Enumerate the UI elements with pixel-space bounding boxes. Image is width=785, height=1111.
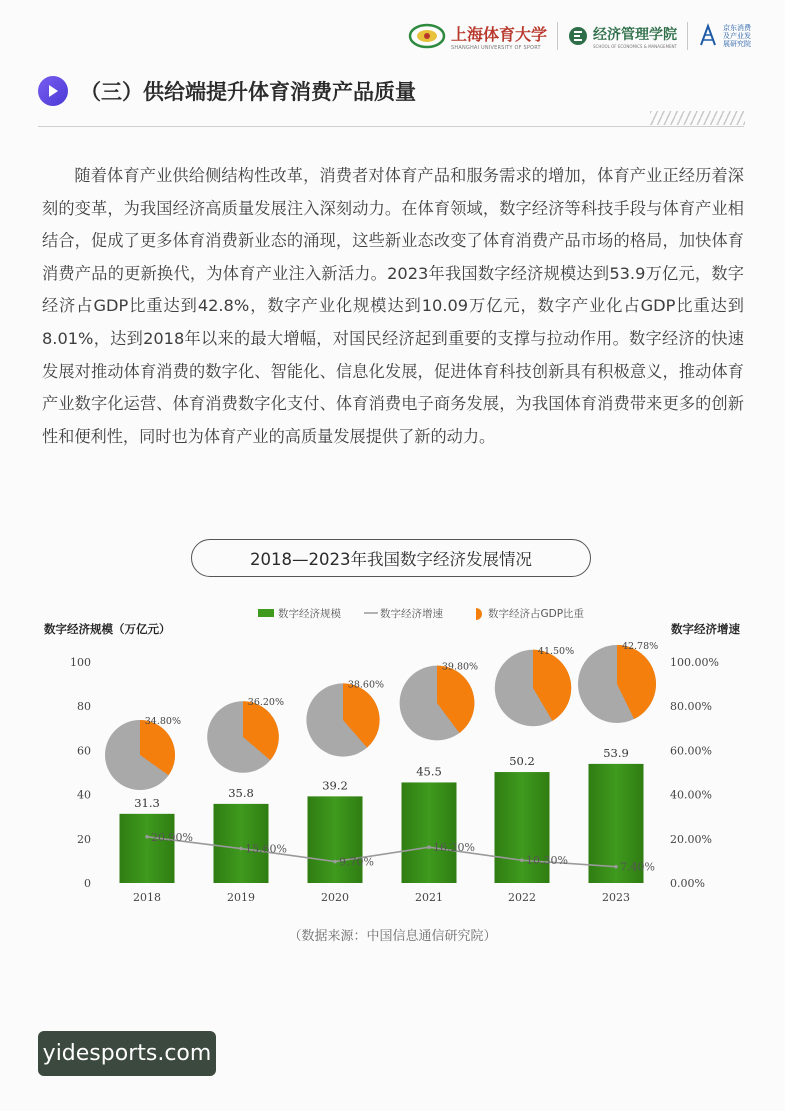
growth-value-label: 16.20% [433,841,475,855]
right-tick-label: 60.00% [670,744,712,758]
logo1-name: 上海体育大学 [450,24,547,44]
pie-share-label: 36.20% [247,697,285,709]
bar-value-label: 35.8 [228,785,254,800]
shanghai-sport-university-logo [408,22,547,51]
pie-share-label: 38.60% [347,679,385,691]
bar-value-label: 45.5 [416,764,442,779]
data-source: （数据来源：中国信息通信研究院） [288,929,497,944]
right-tick-label: 40.00% [670,788,712,802]
legend-label-pie: 数字经济占GDP比重 [488,608,585,620]
growth-point-2021 [427,845,431,849]
left-tick-label: 100 [70,656,91,669]
growth-point-2020 [333,860,337,864]
growth-value-label: 10.30% [526,854,568,868]
section-title: （三）供给端提升体育消费产品质量 [80,80,416,104]
left-tick-label: 40 [77,788,91,802]
bar-value-label: 53.9 [603,745,629,760]
x-tick-label: 2020 [321,891,349,904]
pie-share-label: 42.78% [621,641,659,652]
bar-2021 [402,782,457,883]
right-tick-label: 20.00% [670,832,712,846]
left-tick-label: 60 [77,744,91,758]
legend-label-bar: 数字经济规模 [278,608,341,620]
bar-2020 [308,796,363,883]
school-emblem-icon [568,26,588,46]
pie-share-label: 39.80% [441,661,479,673]
chart-title: 2018—2023年我国数字经济发展情况 [191,539,591,577]
legend-label-line: 数字经济增速 [380,608,443,620]
legend-swatch-pie [476,608,482,620]
right-tick-label: 80.00% [670,700,712,714]
site-watermark: yidesports.com [38,1031,216,1076]
jd-institute-logo [698,23,755,49]
bar-value-label: 39.2 [322,778,348,793]
x-tick-label: 2022 [508,891,536,904]
left-axis-title: 数字经济规模（万亿元） [44,622,171,636]
growth-point-2022 [520,858,524,862]
right-axis-title: 数字经济增速 [671,622,740,636]
bar-2018 [120,814,175,883]
x-tick-label: 2021 [415,891,443,904]
bar-value-label: 50.2 [509,754,535,769]
header-logos [408,18,755,54]
play-icon [38,76,68,106]
economics-management-school-logo [568,24,677,49]
left-tick-label: 80 [77,700,91,714]
decorative-hatch [650,111,745,125]
x-tick-label: 2018 [133,891,161,904]
right-tick-label: 100.00% [670,656,719,669]
growth-value-label: 7.40% [620,860,655,874]
growth-point-2018 [145,835,149,839]
digital-economy-chart [0,595,785,915]
growth-point-2023 [614,865,618,869]
institute-emblem-icon [698,23,718,49]
left-tick-label: 0 [84,877,91,890]
university-emblem-icon [408,23,446,49]
title-divider [38,126,744,127]
x-tick-label: 2023 [602,891,630,904]
logo-divider [687,22,688,50]
growth-value-label: 15.60% [245,842,287,856]
growth-point-2019 [239,847,243,851]
logo2-name: 经济管理学院 [593,26,677,43]
growth-value-label: 20.90% [151,830,193,844]
pie-share-label: 34.80% [144,716,181,727]
right-tick-label: 0.00% [670,877,705,890]
growth-value-label: 9.70% [339,855,374,869]
section-heading [38,76,416,106]
x-tick-label: 2019 [227,891,255,904]
left-tick-label: 20 [77,832,91,846]
logo2-subtitle: SCHOOL OF ECONOMICS & MANAGEMENT [593,43,677,49]
logo1-subtitle: SHANGHAI UNIVERSITY OF SPORT [450,44,541,51]
body-paragraph: 随着体育产业供给侧结构性改革，消费者对体育产品和服务需求的增加，体育产业正经历着深刻的变革，为我国经济高质量发展注入深刻动力。在体育领域，数字经济等科技手段与体育产业相结合，促成了更多体育消费新业态的涌现，这些新业态改变了体育消费产品市场的格局，加快体育消费产品的更新换代，为体育产业注入新活力。2023年我国数字经济规模达到53.9万亿元，数字经济占GDP比重达到42.8%，数字产业化规模达到10.09万亿元，数字产业化占GDP比重达到8.01%，达到2018年以来的最大增幅，对国民经济起到重要的支撑与拉动作用。数字经济的快速发展对推动体育消费的数字化、智能化、信息化发展，促进体育科技创新具有积极意义，推动体育产业数字化运营、体育消费数字化支付、体育消费电子商务发展，为我国体育消费带来更多的创新性和便利性，同时也为体育产业的高质量发展提供了新的动力。 [42,166,744,446]
pie-share-label: 41.50% [537,645,575,657]
logo-divider [557,22,558,50]
legend-swatch-bar [258,609,274,617]
logo3-name: 京东消费及产业发展研究院 [723,24,751,48]
bar-value-label: 31.3 [134,795,160,810]
